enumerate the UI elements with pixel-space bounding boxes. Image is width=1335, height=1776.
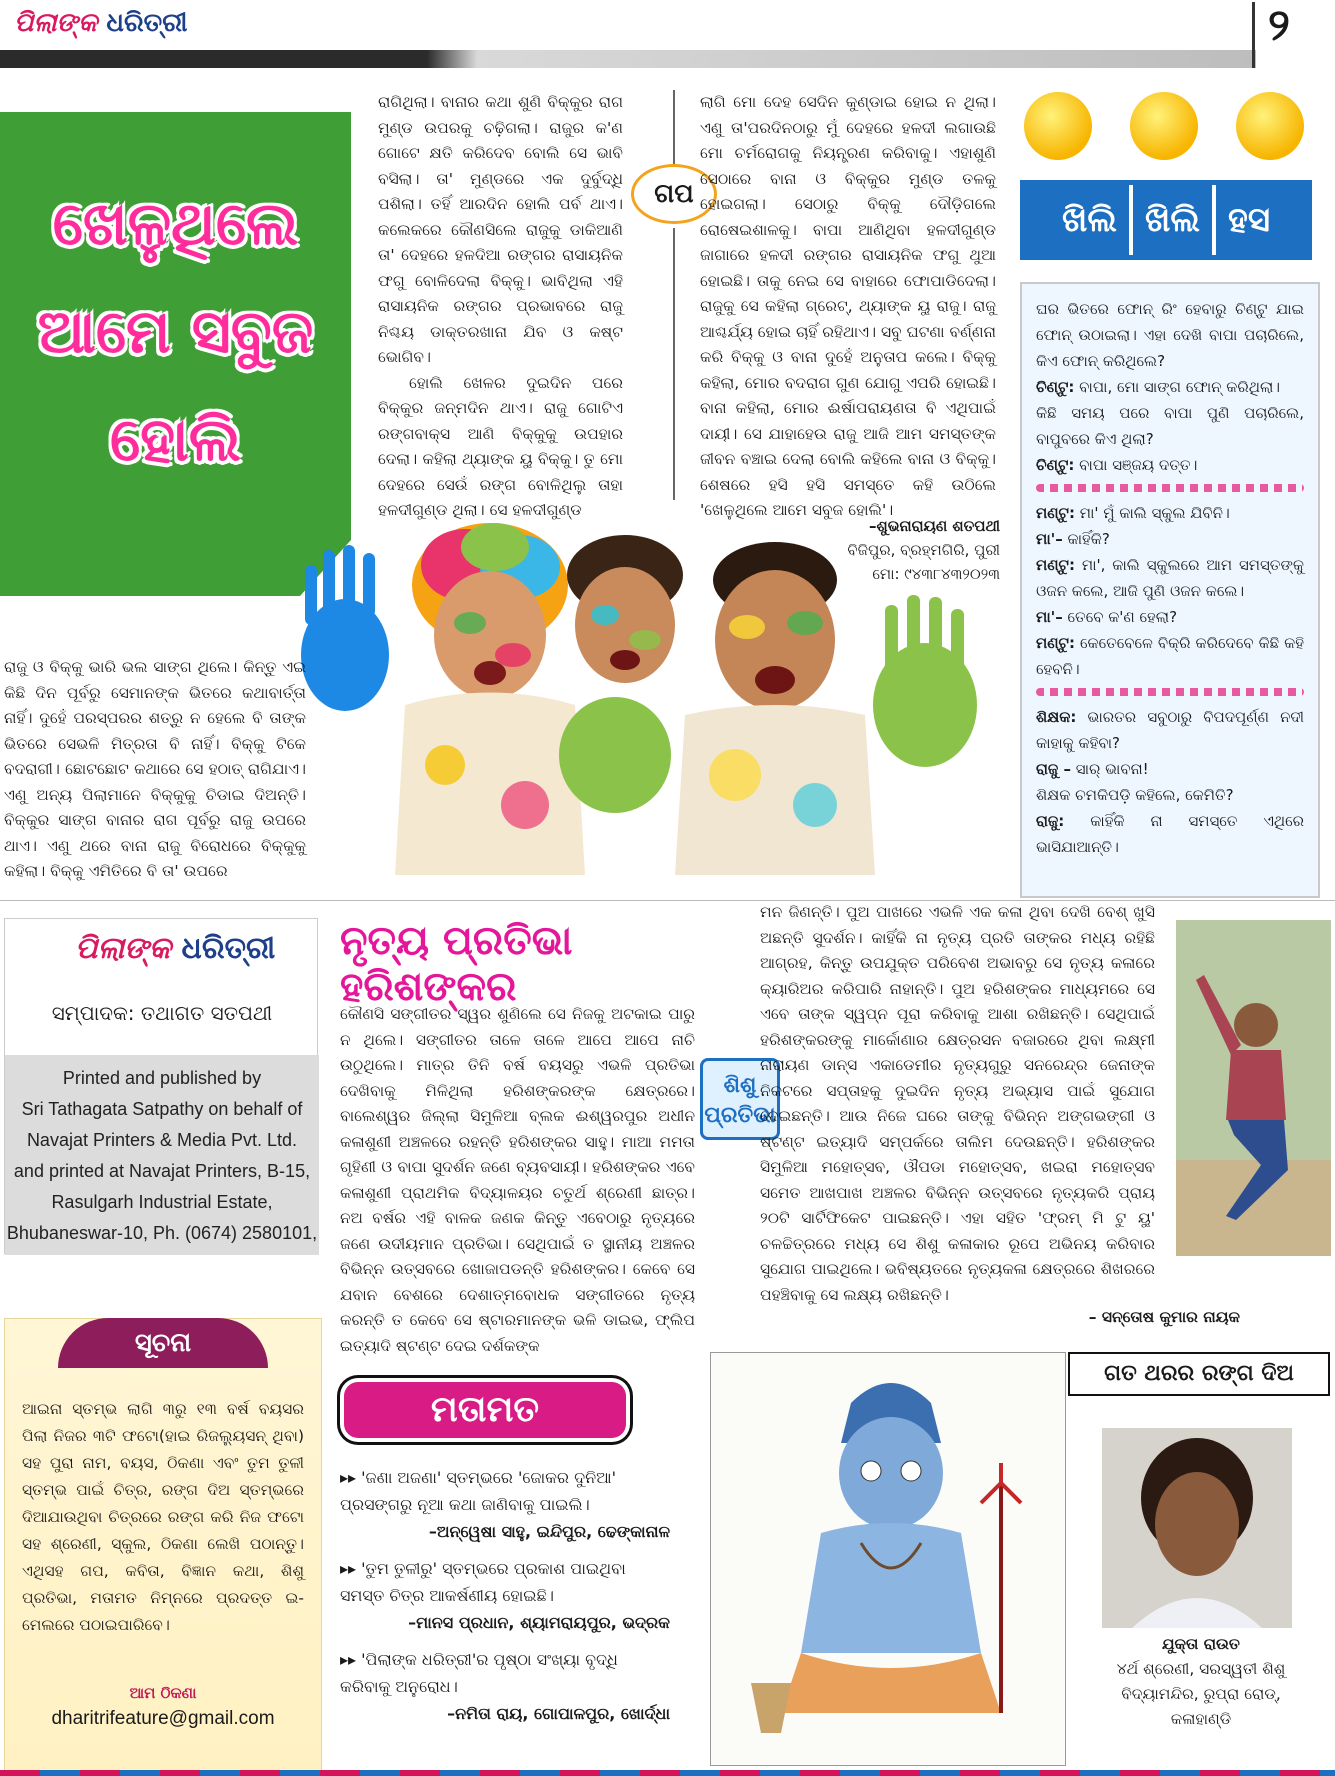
nritya-byline: – ସନ୍ତୋଷ କୁମାର ନାୟକ — [1088, 1308, 1240, 1326]
printed-line: Bhubaneswar-10, Ph. (0674) 2580101, — [6, 1223, 318, 1243]
printed-line: Printed and published by — [62, 1068, 262, 1088]
header-divider — [1252, 2, 1255, 68]
joke-separator — [1036, 484, 1304, 492]
editor-brand-part2: ଧରିତ୍ରୀ — [181, 931, 276, 966]
joke-3 — [1036, 704, 1304, 860]
headline-line-1: ଖେଳୁଥିଲେ — [52, 189, 299, 259]
matamata-title: ମତାମତ — [344, 1382, 626, 1438]
brand-part2: ଧରିତ୍ରୀ — [106, 8, 188, 38]
joke-line: ଶିକ୍ଷକ ଚମକିପଡ଼ି କହିଲେ, କେମିତି? — [1036, 786, 1234, 804]
joke-line: ରାଜୁ: କାହିଁକି ନା ସମସ୍ତେ ଏଥିରେ ଭାସିଯାଆନ୍ତି। — [1036, 812, 1304, 856]
matamata-name: –ଅନ୍ୱେଷା ସାହୁ, ଇନ୍ଦିପୁର, ଢେଙ୍କାନାଳ — [428, 1522, 670, 1541]
matamata-name: –ନମିତା ରାୟ, ଗୋପାଳପୁର, ଖୋର୍ଦ୍ଧା — [447, 1704, 670, 1723]
matamata-name: –ମାନସ ପ୍ରଧାନ, ଶ୍ୟାମରାୟପୁର, ଭଦ୍ରକ — [408, 1613, 670, 1632]
editor-brand — [75, 931, 275, 966]
page-number: ୨ — [1268, 0, 1290, 51]
matamata-text: ▸▸ 'ତୁମ ତୁଳୀରୁ' ସ୍ତମ୍ଭରେ ପ୍ରକାଶ ପାଇଥିବା ସମସ୍ତ ଚିତ୍ର ଆକର୍ଷଣୀୟ ହୋଇଛି। — [340, 1559, 626, 1605]
laugh-emoji-icon — [1024, 92, 1092, 160]
child-detail-line: ବିଦ୍ୟାମନ୍ଦିର, ରୁପ୍ରା ରୋଡ୍, — [1121, 1685, 1281, 1703]
printed-line: Rasulgarh Industrial Estate, — [51, 1192, 273, 1212]
jokes-title-part3: ହସ — [1228, 200, 1271, 240]
joke-line: ମା'– ତେବେ କ'ଣ ହେଲା? — [1036, 608, 1178, 626]
suchana-address-label: ଆମ ଠିକଣା — [129, 1684, 197, 1702]
child-name: ଯୁକ୍ତା ରାଉତ — [1162, 1635, 1240, 1653]
joke-line: ଘର ଭିତରେ ଫୋନ୍ ରିଂ ହେବାରୁ ଚିଣ୍ଟୁ ଯାଇ ଫୋନ୍ ଉଠାଇଲା। ଏହା ଦେଖି ବାପା ପଚାରିଲେ, କିଏ ଫୋନ୍ କରିଥିଲେ? — [1036, 300, 1304, 370]
header-bar — [0, 50, 1256, 68]
joke-line: କିଛି ସମୟ ପରେ ବାପା ପୁଣି ପଚାରିଲେ, ବାପୁବରେ କିଏ ଥିଲା? — [1036, 404, 1304, 448]
matamata-item — [340, 1555, 670, 1636]
dancer-photo — [1176, 920, 1331, 1256]
dancer-illustration — [1176, 920, 1331, 1256]
matamata-item — [340, 1646, 670, 1727]
headline-line-3: ହୋଲି — [110, 405, 241, 475]
matamata-item — [340, 1464, 670, 1545]
page-footer-bar — [0, 1770, 1335, 1776]
holi-kids-photo — [285, 505, 1010, 875]
story-author-phone: ମୋ: ୯୪୩୮୪୩୨୦୨୩ — [872, 565, 1000, 583]
badge-line: ଶିଶୁ — [723, 1073, 757, 1098]
story-column-2: ଲାଗି ମୋ ଦେହ ସେଦିନ କୁଣ୍ଡାଇ ହୋଇ ନ ଥିଲା। ଏଣୁ ତା'ପରଦିନଠାରୁ ମୁଁ ଦେହରେ ହଳଦୀ ଲଗାଉଛି ମୋ ଚର୍ମରୋଗକୁ ନିୟନ୍ତ୍ରଣ କରିବାକୁ। ଏହାଶୁଣି ସେଠାରେ ବାନା ଓ ବିକ୍କୁର ମୁଣ୍ଡ ତଳକୁ ହୋଇଗଲା। ସେଠାରୁ ବିକ୍କୁ ଦୌଡ଼ିଗଲେ ରୋଷେଇଶାଳକୁ। ବାପା ଆଣିଥିବା ହଳଦୀଗୁଣ୍ଡ ଜାଗାରେ ହଳଦୀ ରଙ୍ଗର ରାସାୟନିକ ଫଗୁ ଥୁଆ ହୋଇଛି। ତାକୁ ନେଇ ସେ ବାହାରେ ଫୋପାଡିଦେଲା। ରାଜୁକୁ ସେ କହିଲା ଗ୍ରେଟ୍, ଥ୍ୟାଙ୍କ ୟୁ ରାଜୁ। ରାଜୁ ଆଶ୍ଚର୍ଯ୍ୟ ହୋଇ ଚାହିଁ ରହିଥାଏ। ସବୁ ଘଟଣା ବର୍ଣ୍ଣନା କରି ବିକ୍କୁ ଓ ବାନା ଦୁହେଁ ଅନୁତାପ କଲେ। ବିକ୍କୁ କହିଲା, ମୋର ବଦରାଗ ଗୁଣ ଯୋଗୁ ଏପରି ହୋଇଛି। ବାନା କହିଲା, ମୋର ଈର୍ଷାପରାୟଣତା ବି ଏଥିପାଇଁ ଦାୟୀ। ସେ ଯାହାହେଉ ରାଜୁ ଆଜି ଆମ ସମସ୍ତଙ୍କ ଜୀବନ ବଞ୍ଚାଇ ଦେଲା ବୋଲି କହିଲେ ବାନା ଓ ବିକ୍କୁ। ଶେଷରେ ହସି ହସି ସମସ୍ତେ କହି ଉଠିଲେ 'ଖେଳୁଥିଲେ ଆମେ ସବୁଜ ହୋଲି'। — [700, 93, 996, 519]
printed-by — [5, 1063, 319, 1249]
jokes-title-part1: ଖିଲି — [1061, 200, 1117, 240]
story-col1-para1: ରାଗିଥିଲା। ବାନାର କଥା ଶୁଣି ବିକ୍କୁର ରାଗ ମୁଣ୍ଡ ଉପରକୁ ଚଢ଼ିଗଲା। ରାଜୁର କ'ଣ ଗୋଟେ କ୍ଷତି କରିଦେବ ବୋଲି ସେ ଭାବି ବସିଲା। ତା' ମୁଣ୍ଡରେ ଏକ ଦୁର୍ବୁଦ୍ଧି ପଶିଲା। ତହିଁ ଆରଦିନ ହୋଲି ପର୍ବ ଥାଏ। କଲେକରେ କୌଣସିଲେ ରାଜୁକୁ ଡାକିଆଣି ତା' ଦେହରେ ହଳଦିଆ ରଙ୍ଗର ରାସାୟନିକ ଫଗୁ ବୋଳିଦେଲା ବିକ୍କୁ। ଭାବିଥିଲା ଏହି ରାସାୟନିକ ରଙ୍ଗର ପ୍ରଭାବରେ ରାଜୁ ନିଶ୍ଚୟ ଡାକ୍ତରଖାନା ଯିବ ଓ କଷ୍ଟ ଭୋଗିବ। — [378, 93, 623, 366]
joke-line: ଶିକ୍ଷକ: ଭାରତର ସବୁଠାରୁ ବିପଦପୂର୍ଣ୍ଣ ନଦୀ କାହାକୁ କହିବା? — [1036, 708, 1304, 752]
story-column-1 — [378, 90, 623, 519]
editor-brand-part1: ପିଲାଙ୍କ — [75, 931, 172, 966]
child-details — [1076, 1632, 1326, 1732]
story-divider — [673, 90, 675, 170]
story-col1-para2: ହୋଲି ଖେଳର ଦୁଇଦିନ ପରେ ବିକ୍କୁର ଜନ୍ମଦିନ ଥାଏ। ରାଜୁ ଗୋଟିଏ ରଙ୍ଗବାକ୍ସ ଆଣି ବିକ୍କୁକୁ ଉପହାର ଦେଲା। କହିଲା ଥ୍ୟାଙ୍କ ୟୁ ବିକ୍କୁ। ତୁ ମୋ ଦେହରେ ସେଉଁ ରଙ୍ଗ ବୋଳିଥିଲୁ ତାହା ହଳଦୀଗୁଣ୍ଡ ଥିଲା। ସେ ହଳଦୀଗୁଣ୍ଡ — [378, 373, 623, 519]
joke-line: ମଣ୍ଟୁ: ମା', କାଲି ସ୍କୁଲରେ ଆମ ସମସ୍ତଙ୍କୁ ଓଜନ କଲେ, ଆଜି ପୁଣି ଓଜନ କଲେ। — [1036, 556, 1304, 600]
nritya-title: ନୃତ୍ୟ ପ୍ରତିଭା ହରିଶଙ୍କର — [340, 918, 573, 1010]
joke-line: ମଣ୍ଟୁ: କେତେବେଳେ ବିକ୍ରି କରିଦେବେ କିଛି କହି ହେବନି। — [1036, 634, 1304, 678]
joke-line: ଚିଣ୍ଟୁ: ବାପା, ମୋ ସାଙ୍ଗ ଫୋନ୍ କରିଥିଲା। — [1036, 378, 1281, 396]
brand-part1: ପିଲାଙ୍କ — [14, 8, 98, 38]
suchana-body: ଆଇନା ସ୍ତମ୍ଭ ଲାଗି ୩ରୁ ୧୩ ବର୍ଷ ବୟସର ପିଲା ନିଜର ୩ଟି ଫଟୋ(ହାଇ ରିଜଲ୍ୟୁସନ୍ ଥିବା) ସହ ପୁରା ନାମ, ବୟସ, ଠିକଣା ଏବଂ ତୁମ ତୁଳୀ ସ୍ତମ୍ଭ ପାଇଁ ଚିତ୍ର, ରଙ୍ଗ ଦିଅ ସ୍ତମ୍ଭରେ ଦିଆଯାଉଥିବା ଚିତ୍ରରେ ରଙ୍ଗ କରି ନିଜ ଫଟୋ ସହ ଶ୍ରେଣୀ, ସ୍କୁଲ, ଠିକଣା ଲେଖି ପଠାନ୍ତୁ। ଏଥିସହ ଗପ, କବିତା, ବିଜ୍ଞାନ କଥା, ଶିଶୁ ପ୍ରତିଭା, ମତାମତ ନିମ୍ନରେ ପ୍ରଦତ୍ତ ଇ-ମେଲରେ ପଠାଇପାରିବେ। — [22, 1400, 304, 1634]
story-headline — [0, 170, 351, 510]
editor-box — [4, 918, 318, 1254]
badge-line: ପ୍ରତିଭା — [704, 1103, 776, 1128]
shiva-drawing — [711, 1353, 1067, 1767]
story-intro-text: ରାଜୁ ଓ ବିକ୍କୁ ଭାରି ଭଲ ସାଙ୍ଗ ଥିଲେ। କିନ୍ତୁ ଏଇ କିଛି ଦିନ ପୂର୍ବରୁ ସେମାନଙ୍କ ଭିତରେ କଥାବାର୍ତ୍ତା ନାହିଁ। ଦୁହେଁ ପରସ୍ପରର ଶତ୍ରୁ ନ ହେଲେ ବି ତାଙ୍କ ଭିତରେ ସେଭଳି ମିତ୍ରତା ବି ନାହିଁ। ବିକ୍କୁ ଟିକେ ବଦରାଗୀ। ଛୋଟଛୋଟ କଥାରେ ସେ ହଠାତ୍ ରାଗିଯାଏ। ଏଣୁ ଅନ୍ୟ ପିଲାମାନେ ବିକ୍କୁକୁ ଚିଡାଇ ଦିଅନ୍ତି। ବିକ୍କୁର ସାଙ୍ଗ ବାନାର ରାଗ ପୂର୍ବରୁ ରାଜୁ ଉପରେ ଥାଏ। ଏଣୁ ଥରେ ବାନା ରାଜୁ ବିରୋଧରେ ବିକ୍କୁକୁ କହିଲା। ବିକ୍କୁ ଏମିତିରେ ବି ତା' ଉପରେ — [4, 658, 306, 880]
story-divider-lower — [673, 228, 675, 500]
laugh-emoji-icon — [1236, 92, 1304, 160]
joke-line: ମା'– କାହିଁକି? — [1036, 530, 1110, 548]
printed-line: Navajat Printers & Media Pvt. Ltd. — [26, 1130, 298, 1150]
story-intro — [4, 655, 306, 880]
story-author: –ଶୁଭନାରାୟଣ ଶତପଥୀ — [869, 517, 1000, 535]
story-author-place: ବିଜିପୁର, ବ୍ରହ୍ମଗିରି, ପୁରୀ — [847, 541, 1000, 559]
joke-2 — [1036, 500, 1304, 682]
joke-1 — [1036, 296, 1304, 478]
matamata-list — [340, 1464, 670, 1727]
laugh-emojis — [1018, 86, 1334, 166]
headline-line-2: ଆମେ ସବୁଜ — [37, 297, 314, 367]
jokes-box — [1020, 282, 1320, 898]
child-detail-line: ୪ର୍ଥ ଶ୍ରେଣୀ, ସରସ୍ୱତୀ ଶିଶୁ — [1116, 1660, 1286, 1678]
editor-name: ସମ୍ପାଦକ: ତଥାଗତ ସତପଥୀ — [51, 1001, 273, 1025]
child-detail-line: କଳାହାଣ୍ଡି — [1170, 1710, 1232, 1728]
jokes-title-part2: ଖିଲି — [1145, 200, 1201, 240]
jokes-title — [1020, 180, 1312, 260]
laugh-emoji-icon — [1130, 92, 1198, 160]
matamata-text: ▸▸ 'ପିଲାଙ୍କ ଧରିତ୍ରୀ'ର ପୃଷ୍ଠା ସଂଖ୍ୟା ବୃଦ୍ଧି କରିବାକୁ ଅନୁରୋଧ। — [340, 1650, 618, 1696]
suchana-email[interactable]: dharitrifeature@gmail.com — [51, 1708, 275, 1729]
coloring-drawing — [710, 1352, 1066, 1766]
printed-line: Sri Tathagata Satpathy on behalf of — [21, 1099, 303, 1119]
gap-badge: ଗପ — [631, 164, 717, 224]
joke-line: ଚିଣ୍ଟୁ: ବାପା ସଞ୍ଜୟ ଦତ୍ତ। — [1036, 456, 1198, 474]
nritya-column-1: କୌଣସି ସଙ୍ଗୀତର ସ୍ୱର ଶୁଣିଲେ ସେ ନିଜକୁ ଅଟକାଇ ପାରୁ ନ ଥିଲେ। ସଙ୍ଗୀତର ତାଳେ ତାଳେ ଆପେ ଆପେ ନାଚି ଉଠୁଥିଲେ। ମାତ୍ର ତିନି ବର୍ଷ ବୟସରୁ ଏଭଳି ପ୍ରତିଭା ଦେଖିବାକୁ ମିଳିଥିଲା ହରିଶଙ୍କରଙ୍କ କ୍ଷେତ୍ରରେ। ବାଲେଶ୍ୱର ଜିଲ୍ଲା ସିମୁଳିଆ ବ୍ଲକ ଈଶ୍ୱରପୁର ଅଧୀନ କଳାଶୁଣୀ ଅଞ୍ଚଳରେ ରହନ୍ତି ହରିଶଙ୍କର ସାହୁ। ମାଆ ମମତା ଗୃହିଣୀ ଓ ବାପା ସୁଦର୍ଶନ ଜଣେ ବ୍ୟବସାୟୀ। ହରିଶଙ୍କର ଏବେ କଳାଶୁଣୀ ପ୍ରାଥମିକ ବିଦ୍ୟାଳୟର ଚତୁର୍ଥ ଶ୍ରେଣୀ ଛାତ୍ର। ନଅ ବର୍ଷର ଏହି ବାଳକ ଜଣକ କିନ୍ତୁ ଏବେଠାରୁ ନୃତ୍ୟରେ ଜଣେ ଉଦୀୟମାନ ପ୍ରତିଭା। ସେଥିପାଇଁ ତ ସ୍ଥାନୀୟ ଅଞ୍ଚଳର ବିଭିନ୍ନ ଉତ୍ସବରେ ଖୋଜାପଡନ୍ତି ହରିଶଙ୍କର। କେବେ ସେ ଯବାନ ବେଶରେ ଦେଶାତ୍ମବୋଧକ ସଙ୍ଗୀତରେ ନୃତ୍ୟ କରନ୍ତି ତ କେବେ ସେ ଷ୍ଟାରମାନଙ୍କ ଭଳି ଡାଇଭ, ଫ୍ଲିପ ଇତ୍ୟାଦି ଷ୍ଟଣ୍ଟ ଦେଇ ଦର୍ଶକଙ୍କ — [340, 1005, 695, 1355]
printed-line: and printed at Navajat Printers, B-15, — [13, 1161, 311, 1181]
joke-line: ରାଜୁ – ସାର୍ ଭାବନା! — [1036, 760, 1149, 778]
gata-thara-title: ଗତ ଥରର ରଙ୍ଗ ଦିଅ — [1068, 1352, 1330, 1396]
suchana-title: ସୂଚନା — [58, 1318, 268, 1368]
matamata-text: ▸▸ 'ଜଣା ଅଜଣା' ସ୍ତମ୍ଭରେ 'ଜୋକର ଦୁନିଆ' ପ୍ରସଙ୍ଗରୁ ନୂଆ କଥା ଜାଣିବାକୁ ପାଇଲି। — [340, 1468, 617, 1514]
brand-logo — [4, 2, 204, 48]
nritya-column-2: ମନ ଜିଣନ୍ତି। ପୁଅ ପାଖରେ ଏଭଳି ଏକ କଳା ଥିବା ଦେଖି ବେଶ୍ ଖୁସି ଅଛନ୍ତି ସୁଦର୍ଶନ। କାହିଁକି ନା ନୃତ୍ୟ ପ୍ରତି ତାଙ୍କର ମଧ୍ୟ ରହିଛି ଆଗ୍ରହ, କିନ୍ତୁ ଉପଯୁକ୍ତ ପରିବେଶ ଅଭାବରୁ ସେ ନୃତ୍ୟ କଳାରେ କ୍ୟାରିଅର କରିପାରି ନାହାନ୍ତି। ପୁଅ ହରିଶଙ୍କର ମାଧ୍ୟମରେ ସେ ଏବେ ତାଙ୍କ ସ୍ୱପ୍ନ ପୂରା କରିବାକୁ ଆଶା ରଖିଛନ୍ତି। ସେଥିପାଇଁ ହରିଶଙ୍କରଙ୍କୁ ମାର୍କୋଣାର କ୍ଷେତ୍ରସନ ବଜାରରେ ଥିବା ଲକ୍ଷ୍ମୀ ନାରାୟଣ ଡାନ୍ସ ଏକାଡେମୀର ନୃତ୍ୟଗୁରୁ ସନରେନ୍ଦ୍ର ଜେନାଙ୍କ ନିକଟରେ ସପ୍ତାହକୁ ଦୁଇଦିନ ନୃତ୍ୟ ଅଭ୍ୟାସ ପାଇଁ ସୁଯୋଗ ଦେଇଛନ୍ତି। ଆଉ ନିଜେ ଘରେ ତାଙ୍କୁ ବିଭିନ୍ନ ଅଙ୍ଗଭଙ୍ଗୀ ଓ ଷ୍ଟଣ୍ଟ ଇତ୍ୟାଦି ସମ୍ପର୍କରେ ତାଲିମ ଦେଉଛନ୍ତି। ହରିଶଙ୍କର ସିମୁଳିଆ ମହୋତ୍ସବ, ଔପଡା ମହୋତ୍ସବ, ଖଇରା ମହୋତ୍ସବ ସମେତ ଆଖପାଖ ଅଞ୍ଚଳର ବିଭିନ୍ନ ଉତ୍ସବରେ ନୃତ୍ୟକରି ପ୍ରାୟ ୨୦ଟି ସାର୍ଟିଫିକେଟ ପାଇଛନ୍ତି। ଏହା ସହିତ 'ଫ୍ରମ୍ ମି ଟୁ ୟୁ' ଚଳଚ୍ଚିତ୍ରରେ ମଧ୍ୟ ସେ ଶିଶୁ କଳାକାର ରୂପେ ଅଭିନୟ କରିବାର ସୁଯୋଗ ପାଇଥିଲେ। ଭବିଷ୍ୟତରେ ନୃତ୍ୟକଳା କ୍ଷେତ୍ରରେ ଶିଖରରେ ପହଞ୍ଚିବାକୁ ସେ ଲକ୍ଷ୍ୟ ରଖିଛନ୍ତି। — [760, 903, 1155, 1304]
holi-kids-illustration — [285, 505, 1010, 875]
joke-line: ମଣ୍ଟୁ: ମା' ମୁଁ କାଲି ସ୍କୁଲ ଯିବିନି। — [1036, 504, 1230, 522]
child-portrait — [1102, 1428, 1292, 1628]
child-photo — [1102, 1428, 1292, 1628]
joke-separator — [1036, 688, 1304, 696]
